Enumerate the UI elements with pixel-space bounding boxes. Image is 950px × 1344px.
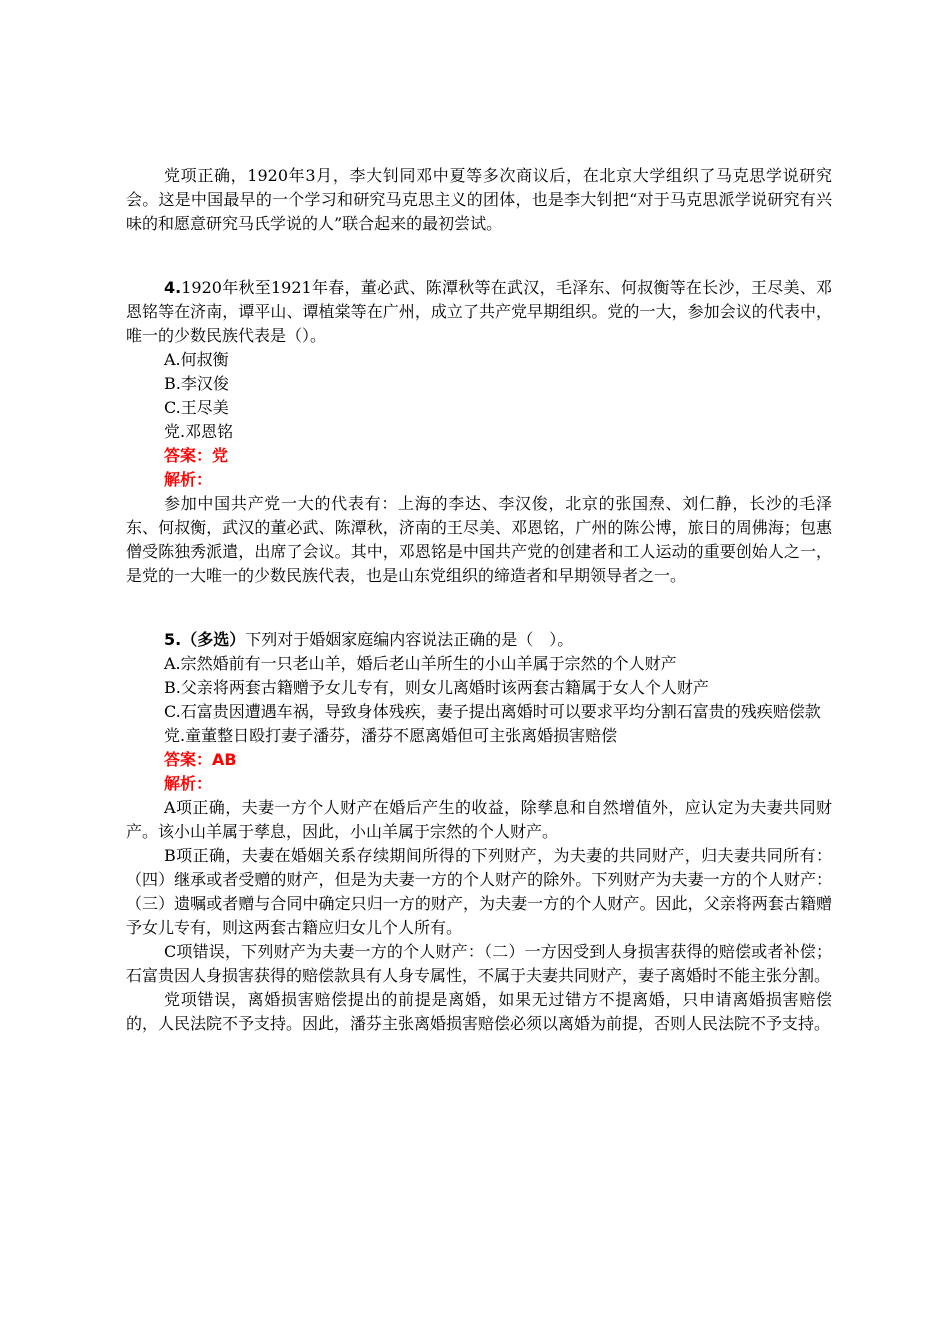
intro-paragraph: 党项正确，1920年3月，李大钊同邓中夏等多次商议后，在北京大学组织了马克思学说研究会。这是中国最早的一个学习和研究马克思主义的团体，也是李大钊把“对于马克思派学说研究有兴味的和愿意研究马氏学说的人”联合起来的最初尝试。: [126, 166, 832, 233]
spacer: [126, 588, 832, 628]
question-5-text: 下列对于婚姻家庭编内容说法正确的是（ ）。: [245, 630, 574, 649]
question-4-option-a: A.何叔衡: [164, 350, 229, 369]
question-4-number: 4.: [164, 278, 182, 297]
question-4-answer: 答案：党: [164, 446, 229, 465]
question-4: [126, 276, 832, 588]
spacer: [126, 236, 832, 276]
question-4-option-d: 党.邓恩铭: [164, 422, 234, 441]
question-4-option-b: B.李汉俊: [164, 374, 229, 393]
question-5-analysis-c: C项错误，下列财产为夫妻一方的个人财产：（二）一方因受到人身损害获得的赔偿或者补偿；石富贵因人身损害获得的赔偿款具有人身专属性，不属于夫妻共同财产，妻子离婚时不能主张分割。: [126, 942, 832, 985]
question-5: [126, 628, 832, 1036]
question-4-analysis-label: 解析：: [164, 470, 213, 489]
question-5-option-b: B.父亲将两套古籍赠予女儿专有，则女儿离婚时该两套古籍属于女人个人财产: [164, 678, 709, 697]
question-4-analysis: 参加中国共产党一大的代表有：上海的李达、李汉俊，北京的张国焘、刘仁静，长沙的毛泽东、何叔衡，武汉的董必武、陈潭秋，济南的王尽美、邓恩铭，广州的陈公博，旅日的周佛海；包惠僧受陈独秀派遣，出席了会议。其中，邓恩铭是中国共产党的创建者和工人运动的重要创始人之一，是党的一大唯一的少数民族代表，也是山东党组织的缔造者和早期领导者之一。: [126, 494, 832, 585]
question-5-number: 5.（多选）: [164, 630, 246, 649]
question-5-stem: [126, 628, 832, 652]
question-5-answer: 答案：AB: [164, 750, 237, 769]
document-page: [126, 164, 832, 1036]
question-5-option-d: 党.童董整日殴打妻子潘芬，潘芬不愿离婚但可主张离婚损害赔偿: [164, 726, 618, 745]
question-5-analysis-label: 解析：: [164, 774, 213, 793]
question-5-analysis-a: A项正确，夫妻一方个人财产在婚后产生的收益，除孳息和自然增值外，应认定为夫妻共同财产。该小山羊属于孳息，因此，小山羊属于宗然的个人财产。: [126, 798, 832, 841]
question-4-option-c: C.王尽美: [164, 398, 229, 417]
question-4-stem: [126, 276, 832, 348]
question-4-text: 1920年秋至1921年春，董必武、陈潭秋等在武汉，毛泽东、何叔衡等在长沙，王尽美、邓恩铭等在济南，谭平山、谭植棠等在广州，成立了共产党早期组织。党的一大，参加会议的代表中，唯一的少数民族代表是（）。: [126, 278, 832, 345]
question-5-option-a: A.宗然婚前有一只老山羊，婚后老山羊所生的小山羊属于宗然的个人财产: [164, 654, 677, 673]
question-5-analysis-b: B项正确，夫妻在婚姻关系存续期间所得的下列财产，为夫妻的共同财产，归夫妻共同所有：（四）继承或者受赠的财产，但是为夫妻一方的个人财产的除外。下列财产为夫妻一方的个人财产：（三）遗嘱或者赠与合同中确定只归一方的财产，为夫妻一方的个人财产。因此，父亲将两套古籍赠予女儿专有，则这两套古籍应归女儿个人所有。: [126, 846, 832, 937]
question-5-option-c: C.石富贵因遭遇车祸，导致身体残疾，妻子提出离婚时可以要求平均分割石富贵的残疾赔偿款: [164, 702, 821, 721]
question-5-analysis-d: 党项错误，离婚损害赔偿提出的前提是离婚，如果无过错方不提离婚，只申请离婚损害赔偿的，人民法院不予支持。因此，潘芬主张离婚损害赔偿必须以离婚为前提，否则人民法院不予支持。: [126, 990, 832, 1033]
